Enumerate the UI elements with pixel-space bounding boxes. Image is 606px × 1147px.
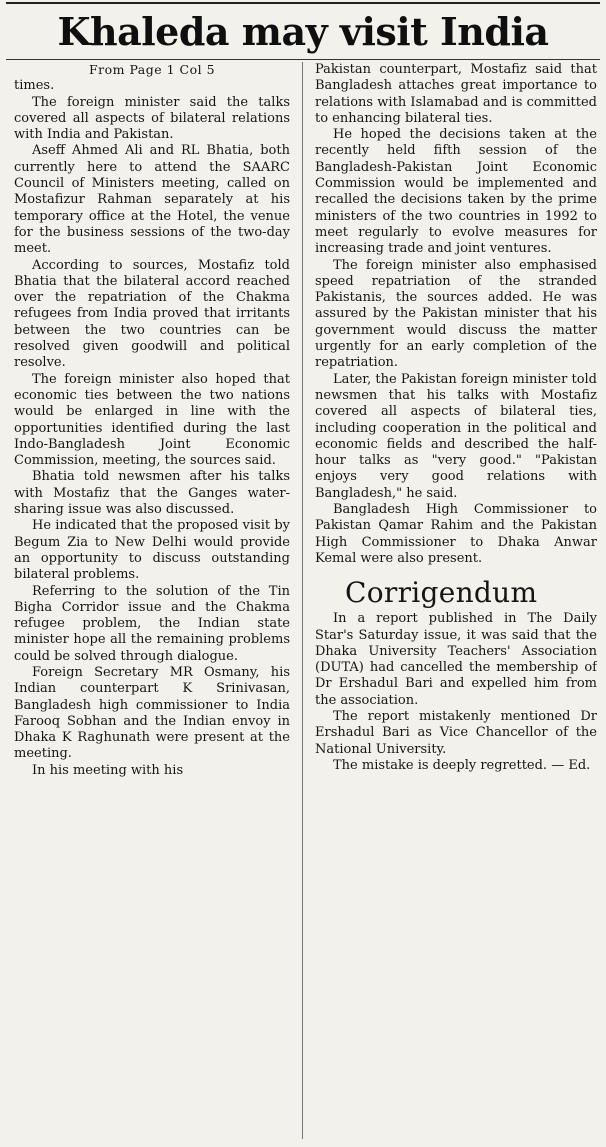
paragraph: The foreign minister also hoped that economic ties between the two nations would be enlarged in line with the opportunities identified during the last Indo-Bangladesh Joint Economic Commission, meeting, the sources said. [14,371,290,469]
left-column [14,62,290,1141]
paragraph: Foreign Secretary MR Osmany, his Indian counterpart K Srinivasan, Bangladesh high commissioner to India Farooq Sobhan and the Indian envoy in Dhaka K Raghunath were present at the meeting. [14,664,290,762]
corrigendum-paragraph: The report mistakenly mentioned Dr Ershadul Bari as Vice Chancellor of the National University. [315,708,597,757]
paragraph: Pakistan counterpart, Mostafiz said that Bangladesh attaches great importance to relations with Islamabad and is committed to enhancing bilateral ties. [315,62,597,126]
headline: Khaleda may visit India [57,9,549,54]
paragraph: times. [14,78,55,94]
jump-line: From Page 1 Col 5 [88,62,216,77]
column-divider [302,62,303,1139]
paragraph: In his meeting with his [32,762,184,778]
paragraph: The foreign minister said the talks covered all aspects of bilateral relations with India and Pakistan. [14,94,290,143]
paragraph: Bangladesh High Commissioner to Pakistan Qamar Rahim and the Pakistan High Commissioner to Dhaka Anwar Kemal were also present. [315,502,597,566]
paragraph: Later, the Pakistan foreign minister told newsmen that his talks with Mostafiz covered all aspects of bilateral ties, including cooperation in the political and economic fields and described the half-hour talks as "very good." "Pakistan enjoys very good relations with Bangladesh," he said. [315,371,597,501]
paragraph: He indicated that the proposed visit by Begum Zia to New Delhi would provide an opportunity to discuss outstanding bilateral problems. [14,518,290,583]
paragraph: Aseff Ahmed Ali and RL Bhatia, both currently here to attend the SAARC Council of Ministers meeting, called on Mostafizur Rahman separately at his temporary office at the Hotel, the venue for the business sessions of the two-day meet. [14,143,290,257]
corrigendum-paragraph: The mistake is deeply regretted. — Ed. [333,757,591,773]
paragraph: Bhatia told newsmen after his talks with Mostafiz that the Ganges water-sharing issue was also discussed. [14,469,290,518]
paragraph: He hoped the decisions taken at the recently held fifth session of the Bangladesh-Pakistan Joint Economic Commission would be implemented and recalled the decisions taken by the prime ministers of the two countries in 1992 to meet regularly to evolve measures for increasing trade and joint ventures. [315,127,597,257]
top-rule [6,2,600,4]
paragraph: Referring to the solution of the Tin Bigha Corridor issue and the Chakma refugee problem, the Indian state minister hope all the remaining problems could be solved through dialogue. [14,583,290,664]
right-column [315,62,597,1141]
headline-rule [6,59,600,60]
corrigendum-paragraph: In a report published in The Daily Star's Saturday issue, it was said that the Dhaka University Teachers' Association (DUTA) had cancelled the membership of Dr Ershadul Bari and expelled him from the association. [315,611,597,708]
paragraph: According to sources, Mostafiz told Bhatia that the bilateral accord reached over the repatriation of the Chakma refugees from India proved that irritants between the two countries can be resolved given goodwill and political resolve. [14,257,290,371]
corrigendum-title: Corrigendum [345,576,538,610]
paragraph: The foreign minister also emphasised speed repatriation of the stranded Pakistanis, the sources added. He was assured by the Pakistan minister that his government would discuss the matter urgently for an early completion of the repatriation. [315,257,597,371]
